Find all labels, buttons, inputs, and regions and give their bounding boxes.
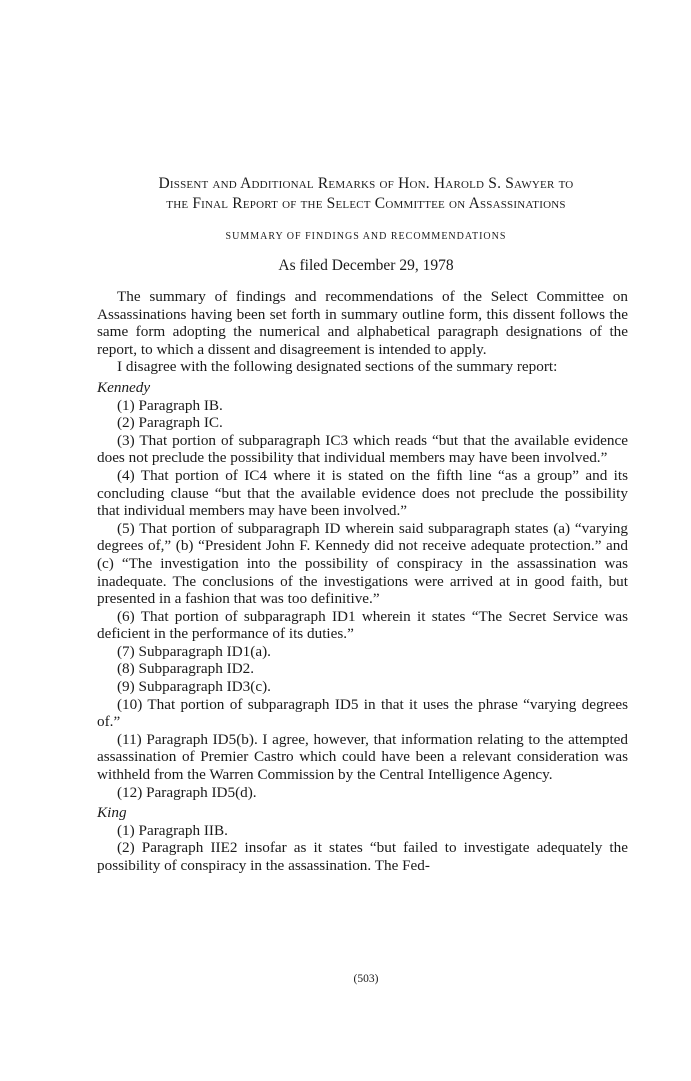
kennedy-item: (10) That portion of subparagraph ID5 in that it uses the phrase “varying degrees of.”	[97, 695, 628, 731]
kennedy-item: (6) That portion of subparagraph ID1 wherein it states “The Secret Service was deficient in the performance of its duties.”	[97, 607, 628, 643]
kennedy-item: (3) That portion of subparagraph IC3 which reads “but that the available evidence does not preclude the possibility that individual members may have been involved.”	[97, 431, 628, 467]
kennedy-item: (8) Subparagraph ID2.	[117, 660, 255, 678]
kennedy-item: (12) Paragraph ID5(d).	[117, 783, 257, 801]
kennedy-item: (2) Paragraph IC.	[117, 414, 223, 432]
page-number: (503)	[353, 973, 379, 985]
title-line-2: the Final Report of the Select Committee on Assassinations	[166, 195, 566, 212]
intro-paragraph: The summary of findings and recommendations of the Select Committee on Assassinations having been set forth in summary outline form, this dissent follows the same form adopting the numerical and alphabetical paragraph designations of the report, to which a dissent and disagreement is intended to apply.	[97, 288, 628, 358]
king-heading: King	[97, 804, 127, 822]
section-subheading: SUMMARY OF FINDINGS AND RECOMMENDATIONS	[225, 231, 507, 242]
kennedy-item: (1) Paragraph IB.	[117, 396, 223, 414]
title-line-1: Dissent and Additional Remarks of Hon. Harold S. Sawyer to	[158, 175, 574, 192]
kennedy-heading: Kennedy	[97, 378, 151, 396]
kennedy-item: (9) Subparagraph ID3(c).	[117, 678, 271, 696]
kennedy-item: (5) That portion of subparagraph ID wherein said subparagraph states (a) “varying degrees of,” (b) “President John F. Kennedy did not receive adequate protection.” and (c) “The investigation into the possibility of conspiracy in the assassination was inadequate. The conclusions of the investigations were arrived at in good faith, but presented in a fashion that was too definitive.”	[97, 519, 628, 608]
king-item: (1) Paragraph IIB.	[117, 821, 228, 839]
disagree-paragraph: I disagree with the following designated sections of the summary report:	[117, 358, 558, 376]
document-body	[97, 288, 628, 875]
kennedy-item: (7) Subparagraph ID1(a).	[117, 642, 271, 660]
kennedy-item: (4) That portion of IC4 where it is stated on the fifth line “as a group” and its concluding clause “but that the available evidence does not preclude the possibility that individual members may have been involved.”	[97, 466, 628, 520]
kennedy-item: (11) Paragraph ID5(b). I agree, however, that information relating to the attempted assassination of Premier Castro which could have been a relevant consideration was withheld from the Warren Commission by the Central Intelligence Agency.	[97, 730, 628, 784]
document-title	[96, 174, 636, 214]
king-item: (2) Paragraph IIE2 insofar as it states “but failed to investigate adequately the possibility of conspiracy in the assassination. The Fed-	[97, 839, 628, 874]
filed-date: As filed December 29, 1978	[278, 257, 454, 274]
